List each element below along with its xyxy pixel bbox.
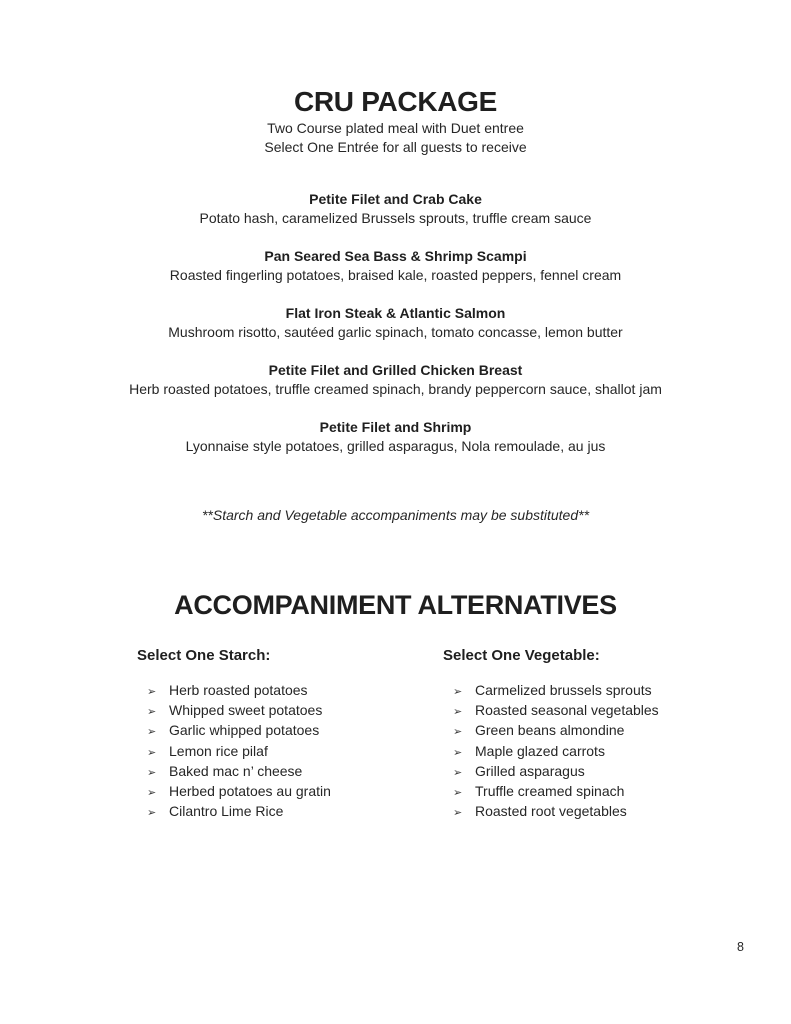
arrow-bullet-icon: ➢: [147, 786, 157, 800]
entree-item: [0, 361, 791, 399]
arrow-bullet-icon: ➢: [453, 725, 463, 739]
entree-item: [0, 304, 791, 342]
starch-list: [137, 681, 443, 822]
starch-list-item: [147, 782, 443, 802]
entree-item: [0, 190, 791, 228]
entree-description: Herb roasted potatoes, truffle creamed spinach, brandy peppercorn sauce, shallot jam: [129, 381, 662, 397]
vegetable-item-label: Maple glazed carrots: [475, 742, 605, 759]
entree-name: Flat Iron Steak & Atlantic Salmon: [285, 305, 506, 321]
starch-item-label: Whipped sweet potatoes: [169, 702, 323, 719]
entree-item: [0, 418, 791, 456]
entree-item: [0, 247, 791, 285]
vegetable-list-item: [453, 742, 749, 762]
starch-list-item: [147, 701, 443, 721]
starch-list-item: [147, 762, 443, 782]
vegetable-list: [443, 681, 749, 822]
starch-list-item: [147, 721, 443, 741]
starch-list-item: [147, 681, 443, 701]
starch-column: [137, 646, 443, 822]
vegetable-item-label: Roasted root vegetables: [475, 803, 627, 820]
arrow-bullet-icon: ➢: [453, 685, 463, 698]
arrow-bullet-icon: ➢: [147, 806, 157, 820]
arrow-bullet-icon: ➢: [453, 745, 463, 759]
vegetable-item-label: Truffle creamed spinach: [475, 783, 625, 800]
page-number: 8: [737, 940, 744, 954]
arrow-bullet-icon: ➢: [453, 765, 463, 779]
arrow-bullet-icon: ➢: [147, 705, 157, 719]
starch-item-label: Lemon rice pilaf: [169, 742, 268, 759]
starch-item-label: Cilantro Lime Rice: [169, 803, 284, 820]
starch-item-label: Garlic whipped potatoes: [169, 722, 320, 739]
starch-item-label: Baked mac n’ cheese: [169, 762, 303, 779]
entree-name: Pan Seared Sea Bass & Shrimp Scampi: [264, 248, 527, 264]
subtitle-line-1: Two Course plated meal with Duet entree: [267, 120, 524, 136]
starch-list-item: [147, 742, 443, 762]
entree-name: Petite Filet and Crab Cake: [309, 191, 482, 207]
vegetable-column: [443, 646, 749, 822]
vegetable-list-item: [453, 721, 749, 741]
vegetable-column-heading: Select One Vegetable:: [443, 647, 600, 664]
entree-description: Roasted fingerling potatoes, braised kale, roasted peppers, fennel cream: [169, 267, 622, 283]
arrow-bullet-icon: ➢: [147, 765, 157, 779]
starch-item-label: Herbed potatoes au gratin: [169, 783, 331, 800]
arrow-bullet-icon: ➢: [453, 786, 463, 800]
page-title: CRU PACKAGE: [293, 86, 498, 117]
entree-description: Mushroom risotto, sautéed garlic spinach, tomato concasse, lemon butter: [168, 324, 623, 340]
starch-list-item: [147, 802, 443, 822]
vegetable-item-label: Carmelized brussels sprouts: [475, 682, 652, 698]
entree-description: Lyonnaise style potatoes, grilled asparagus, Nola remoulade, au jus: [185, 438, 606, 454]
arrow-bullet-icon: ➢: [147, 725, 157, 739]
vegetable-list-item: [453, 681, 749, 701]
vegetable-item-label: Green beans almondine: [475, 722, 625, 739]
arrow-bullet-icon: ➢: [147, 745, 157, 759]
substitution-note: **Starch and Vegetable accompaniments may be substituted**: [201, 507, 590, 523]
vegetable-list-item: [453, 802, 749, 822]
entree-name: Petite Filet and Grilled Chicken Breast: [268, 362, 523, 378]
vegetable-item-label: Grilled asparagus: [475, 762, 585, 779]
starch-item-label: Herb roasted potatoes: [169, 682, 308, 698]
vegetable-item-label: Roasted seasonal vegetables: [475, 702, 659, 719]
entree-name: Petite Filet and Shrimp: [319, 419, 472, 435]
vegetable-list-item: [453, 762, 749, 782]
arrow-bullet-icon: ➢: [453, 705, 463, 719]
arrow-bullet-icon: ➢: [147, 685, 157, 698]
arrow-bullet-icon: ➢: [453, 806, 463, 820]
vegetable-list-item: [453, 782, 749, 802]
entree-description: Potato hash, caramelized Brussels sprouts, truffle cream sauce: [199, 210, 592, 226]
entree-list: [0, 190, 791, 456]
starch-column-heading: Select One Starch:: [137, 647, 271, 664]
accompaniments-heading: ACCOMPANIMENT ALTERNATIVES: [174, 590, 617, 620]
subtitle-line-2: Select One Entrée for all guests to receive: [264, 139, 527, 155]
accompaniments-columns: [0, 646, 791, 822]
vegetable-list-item: [453, 701, 749, 721]
